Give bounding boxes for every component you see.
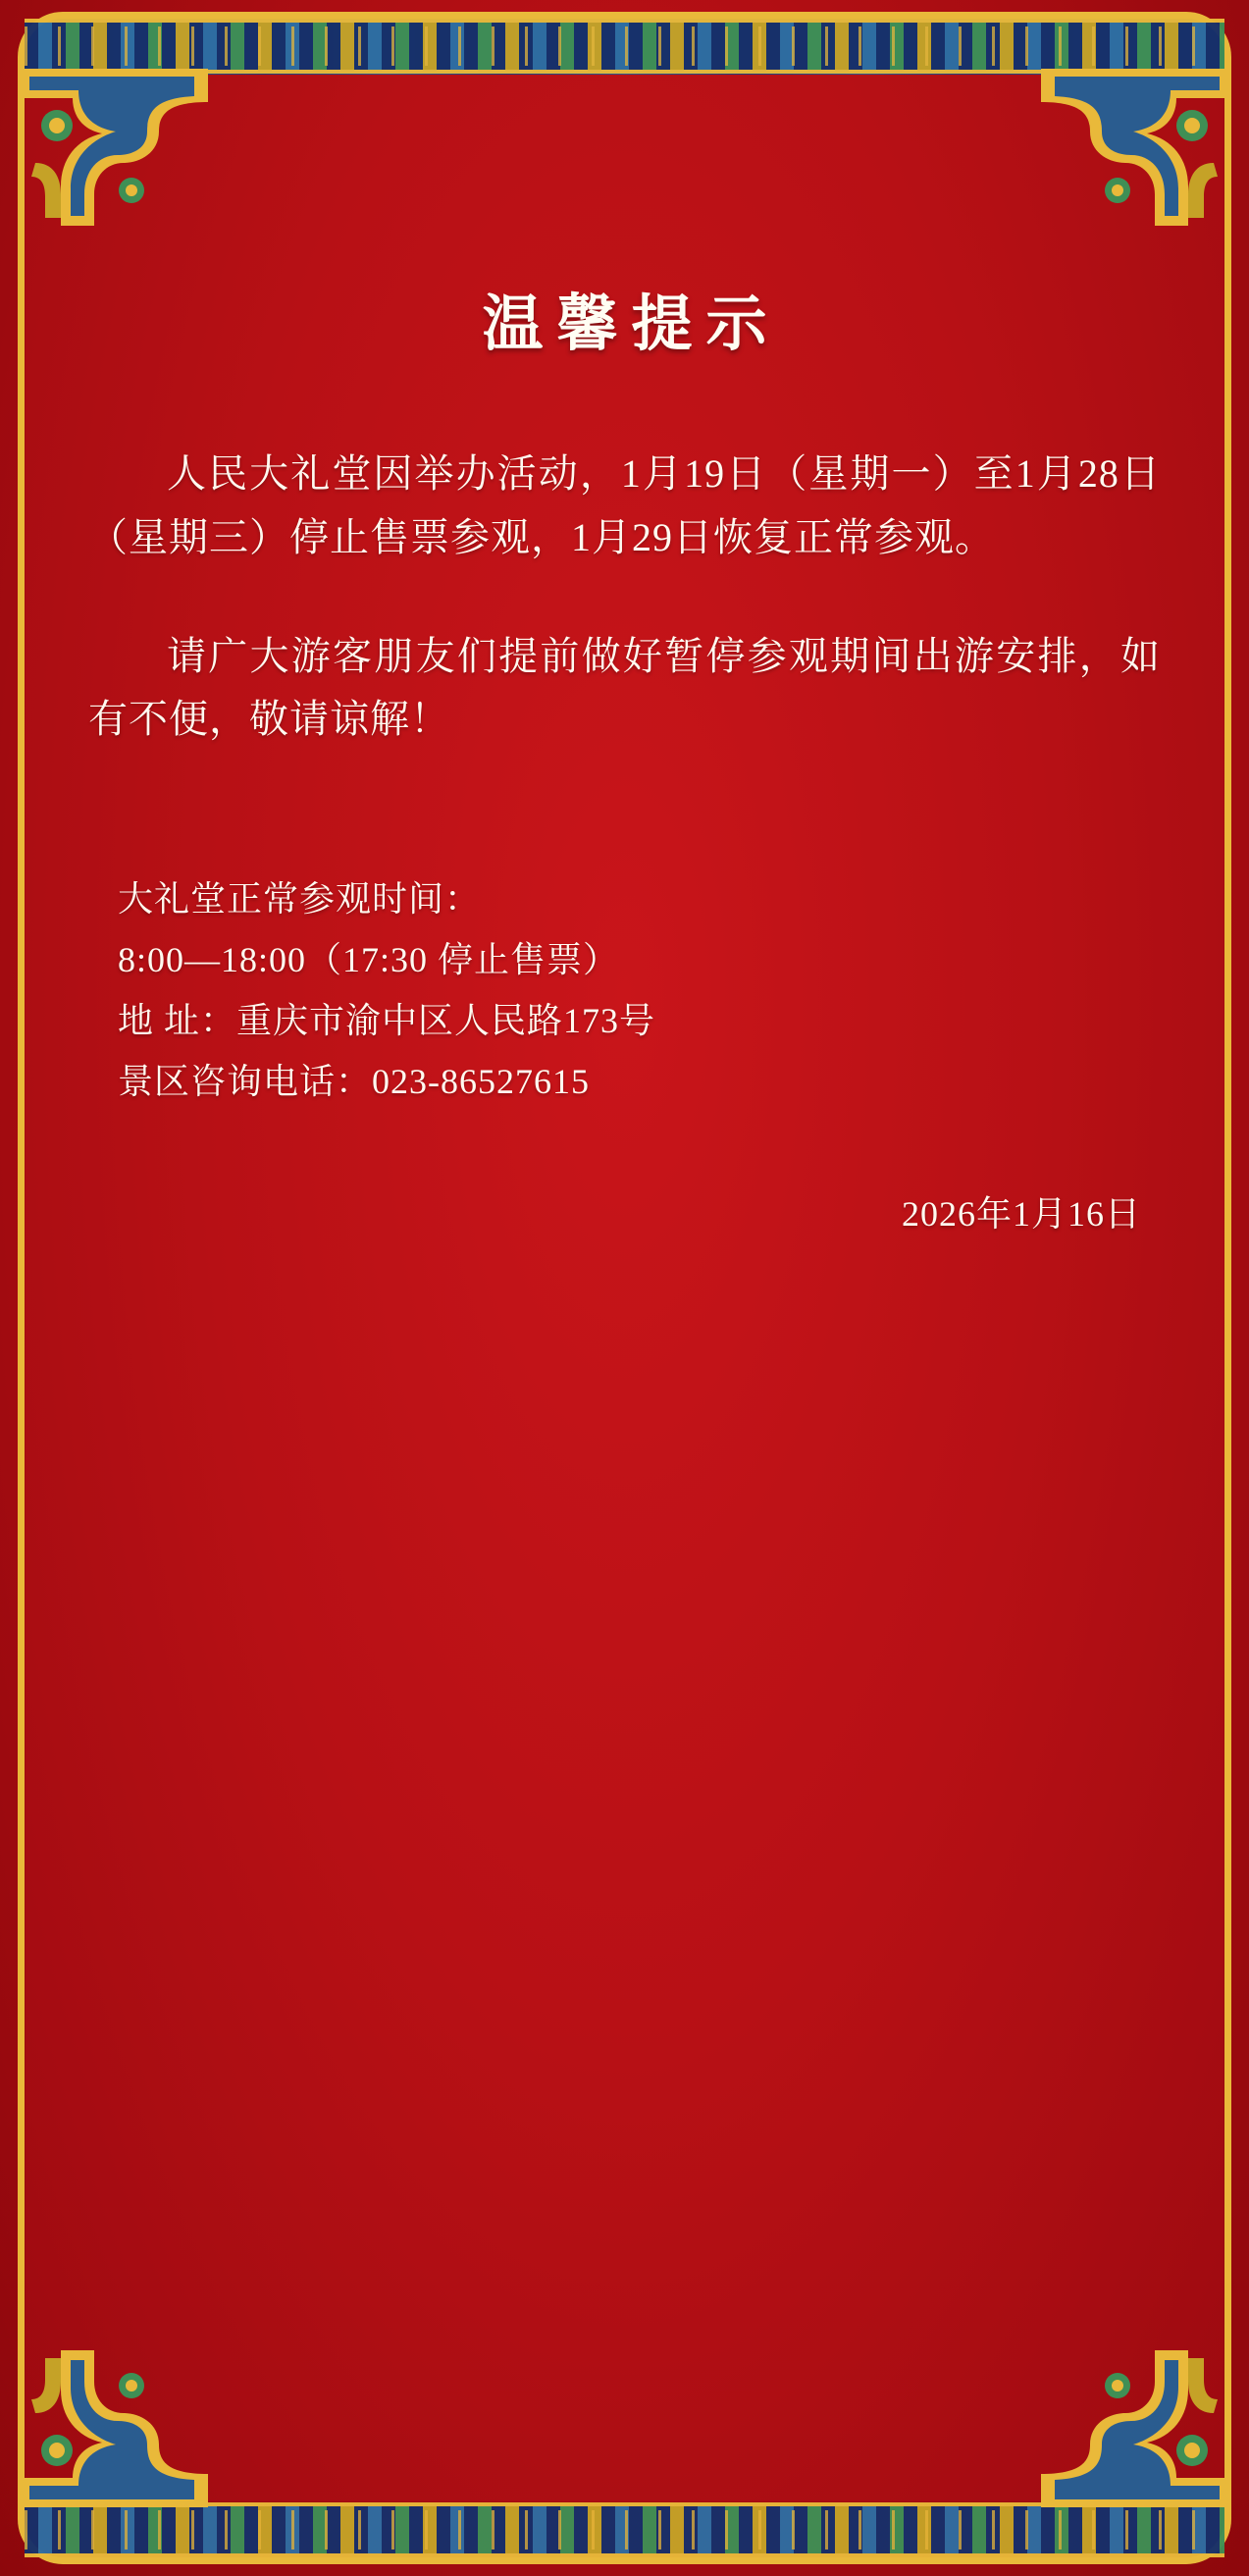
phone-line: 景区咨询电话：023-86527615 (118, 1061, 590, 1101)
visit-info-block (118, 869, 1161, 1113)
issue-date: 2026年1月16日 (901, 1193, 1141, 1234)
decorative-band-top (25, 19, 1224, 74)
corner-ornament-bottom-right-icon (1041, 2350, 1227, 2507)
corner-ornament-bottom-left-icon (22, 2350, 208, 2507)
notice-paragraph-apology: 请广大游客朋友们提前做好暂停参观期间出游安排，如有不便，敬请谅解！ (88, 633, 1161, 742)
corner-ornament-top-right-icon (1041, 69, 1227, 226)
opening-hours-value: 8:00—18:00（17:30 停止售票） (118, 940, 620, 980)
notice-content (88, 275, 1161, 1236)
notice-paragraph-closure: 人民大礼堂因举办活动，1月19日（星期一）至1月28日（星期三）停止售票参观，1月29日恢复正常参观。 (88, 451, 1161, 559)
address-line: 地 址：重庆市渝中区人民路173号 (118, 1001, 656, 1040)
corner-ornament-top-left-icon (22, 69, 208, 226)
page-title: 温馨提示 (482, 288, 781, 359)
opening-hours-label: 大礼堂正常参观时间： (118, 879, 482, 920)
decorative-band-bottom (25, 2502, 1224, 2557)
